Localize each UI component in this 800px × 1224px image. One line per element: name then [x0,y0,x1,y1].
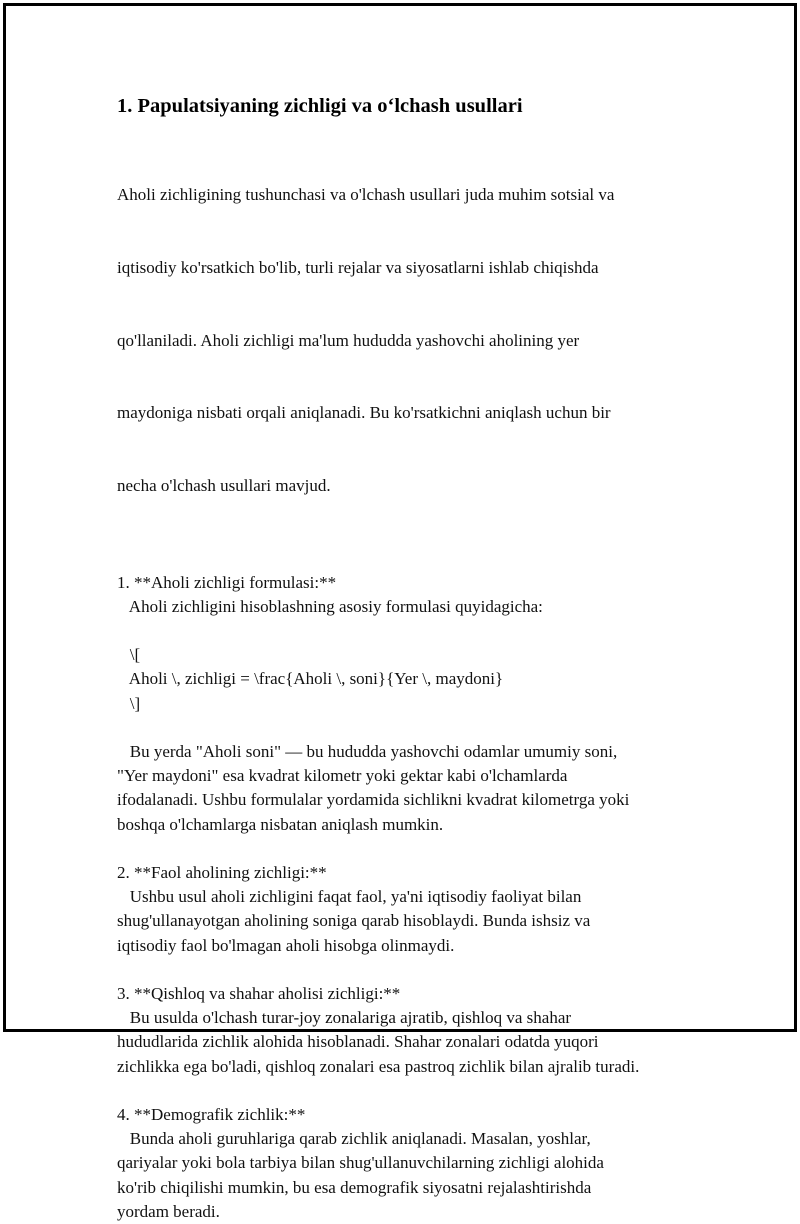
list-item-text: Bu yerda "Aholi soni" — bu hududda yashovchi odamlar umumiy soni, [117,742,618,762]
list-item-text: shug'ullanayotgan aholining soniga qarab hisoblaydi. Bunda ishsiz va [117,911,591,931]
list-item-demographic [115,1103,695,1224]
intro-paragraph [115,135,695,546]
list-item-text: iqtisodiy faol bo'lmagan aholi hisobga olinmaydi. [117,935,455,955]
list-item-text: qariyalar yoki bola tarbiya bilan shug'ullanuvchilarning zichligi alohida [117,1153,604,1173]
document-title: 1. Papulatsiyaning zichligi va o‘lchash usullari [117,95,523,117]
intro-line: Aholi zichligining tushunchasi va o'lchash usullari juda muhim sotsial va [117,185,615,205]
blank-line [117,716,695,740]
list-item-header: 2. **Faol aholining zichligi:** [117,863,327,883]
blank-line [115,1079,695,1103]
list-item-header: 3. **Qishloq va shahar aholisi zichligi:** [117,984,401,1004]
intro-line: iqtisodiy ko'rsatkich bo'lib, turli rejalar va siyosatlarni ishlab chiqishda [117,258,599,278]
list-item-text: "Yer maydoni" esa kvadrat kilometr yoki gektar kabi o'lchamlarda [117,766,568,786]
list-item-text: Bu usulda o'lchash turar-joy zonalariga ajratib, qishloq va shahar [117,1008,572,1028]
blank-line [117,619,695,643]
list-item-active-population [115,861,695,958]
intro-line: qo'llaniladi. Aholi zichligi ma'lum hududda yashovchi aholining yer [117,330,580,350]
list-item-text: boshqa o'lchamlarga nisbatan aniqlash mumkin. [117,814,444,834]
list-item-text: ifodalanadi. Ushbu formulalar yordamida sichlikni kvadrat kilometrga yoki [117,790,630,810]
blank-line [115,837,695,861]
list-item-text: Ushbu usul aholi zichligini faqat faol, ya'ni iqtisodiy faoliyat bilan [117,887,582,907]
intro-line: necha o'lchash usullari mavjud. [117,475,331,495]
list-item-rural-urban [115,982,695,1079]
list-item-text: ko'rib chiqilishi mumkin, bu esa demografik siyosatni rejalashtirishda [117,1177,592,1197]
formula-close: \] [117,693,141,713]
blank-line [115,958,695,982]
list-item-text: Bunda aholi guruhlariga qarab zichlik aniqlanadi. Masalan, yoshlar, [117,1129,591,1149]
list-item-text: hududlarida zichlik alohida hisoblanadi. Shahar zonalari odatda yuqori [117,1032,599,1052]
list-item-header: 1. **Aholi zichligi formulasi:** [117,572,337,592]
list-item-text: zichlikka ega bo'ladi, qishloq zonalari esa pastroq zichlik bilan ajralib turadi. [117,1056,640,1076]
formula-open: \[ [117,645,141,665]
list-item-header: 4. **Demografik zichlik:** [117,1105,306,1125]
formula-body: Aholi \, zichligi = \frac{Aholi \, soni}{Yer \, maydoni} [117,669,504,689]
intro-line: maydoniga nisbati orqali aniqlanadi. Bu ko'rsatkichni aniqlash uchun bir [117,403,611,423]
document-body [115,93,695,1224]
list-item-text: yordam beradi. [117,1201,220,1221]
list-item-formula [115,571,695,837]
list-item-text: Aholi zichligini hisoblashning asosiy formulasi quyidagicha: [117,596,543,616]
blank-line [115,546,695,570]
